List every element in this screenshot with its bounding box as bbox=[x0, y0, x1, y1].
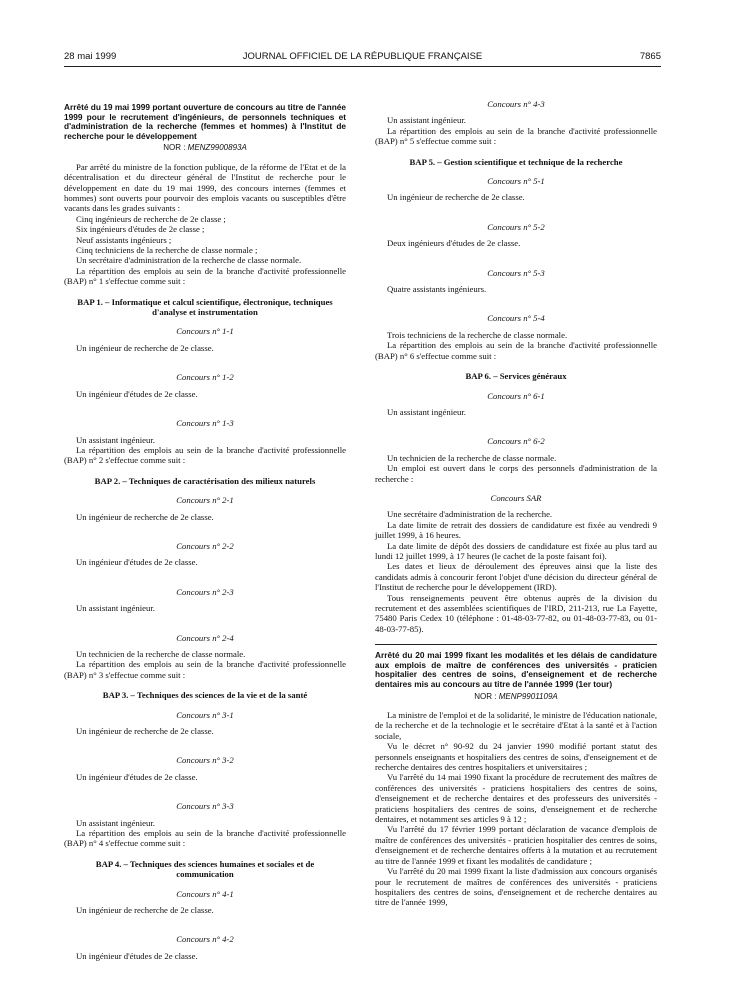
article-separator bbox=[375, 644, 657, 645]
concours-text: Un assistant ingénieur. bbox=[76, 434, 155, 445]
paragraph: La date limite de dépôt des dossiers de candidature est fixée au plus tard au lundi 12 juillet 1999, à 17 heures (le cachet de la poste faisant foi). bbox=[375, 540, 657, 561]
nor-code: MENP9901109A bbox=[498, 691, 558, 701]
concours-text: Une secrétaire d'administration de la recherche. bbox=[387, 509, 553, 520]
concours-heading: Concours n° 3-1 bbox=[176, 709, 234, 720]
right-column bbox=[375, 99, 657, 908]
concours-heading: Concours n° 3-2 bbox=[176, 755, 234, 766]
header-journal-title: JOURNAL OFFICIEL DE LA RÉPUBLIQUE FRANÇAISE bbox=[242, 51, 483, 62]
concours-heading: Concours n° 5-1 bbox=[487, 176, 545, 187]
repartition-text: La répartition des emplois au sein de la branche d'activité professionnelle (BAP) n° 5 s'effectue comme suit : bbox=[375, 125, 657, 147]
article-1-nor bbox=[64, 143, 346, 153]
concours-text: Un ingénieur d'études de 2e classe. bbox=[76, 388, 198, 399]
emploi-text: Un emploi est ouvert dans le corps des personnels d'administration de la recherche : bbox=[375, 463, 657, 484]
bap-heading: BAP 2. – Techniques de caractérisation des milieux naturels bbox=[94, 475, 316, 486]
concours-heading: Concours n° 2-4 bbox=[176, 632, 234, 643]
concours-heading: Concours n° 1-2 bbox=[176, 372, 234, 383]
concours-heading: Concours SAR bbox=[490, 492, 542, 503]
bap-heading: BAP 3. – Techniques des sciences de la vie et de la santé bbox=[102, 690, 308, 701]
concours-text: Un ingénieur d'études de 2e classe. bbox=[76, 771, 198, 782]
concours-text: Un technicien de la recherche de classe normale. bbox=[76, 648, 246, 659]
repartition-text: La répartition des emplois au sein de la branche d'activité professionnelle (BAP) n° 4 s'effectue comme suit : bbox=[64, 828, 346, 849]
concours-text: Un assistant ingénieur. bbox=[76, 817, 155, 828]
header-rule bbox=[64, 66, 661, 67]
concours-text: Un ingénieur d'études de 2e classe. bbox=[76, 557, 198, 568]
concours-heading: Concours n° 1-3 bbox=[176, 418, 234, 429]
concours-text: Un ingénieur de recherche de 2e classe. bbox=[76, 511, 214, 522]
repartition-text: La répartition des emplois au sein de la branche d'activité professionnelle (BAP) n° 6 s'effectue comme suit : bbox=[375, 340, 657, 361]
concours-heading: Concours n° 4-1 bbox=[176, 888, 234, 899]
bap-heading: BAP 4. – Techniques des sciences humaines et sociales et de communication bbox=[95, 858, 315, 880]
grade-item: Six ingénieurs d'études de 2e classe ; bbox=[76, 224, 205, 235]
article-1-title: Arrêté du 19 mai 1999 portant ouverture de concours au titre de l'année 1999 pour le recrutement d'ingénieurs, de personnels techniques et d'administration de la recherche (femmes et hommes) à l'Institut de recherche pour le développement bbox=[64, 102, 346, 141]
concours-heading: Concours n° 2-2 bbox=[176, 540, 234, 551]
paragraph: Vu l'arrêté du 14 mai 1990 fixant la procédure de recrutement des maîtres de conférences des universités - praticiens hospitaliers des centres de soins, d'enseignement et de recherche dentaires et des professeurs des universités - praticiens hospitaliers des centres de soins, d'enseignement et de recherche dentaires, et notamment ses articles 9 à 12 ; bbox=[375, 772, 657, 825]
article-2-nor bbox=[375, 692, 657, 702]
grade-item: Cinq techniciens de la recherche de classe normale ; bbox=[76, 245, 258, 256]
concours-heading: Concours n° 6-2 bbox=[487, 436, 545, 447]
concours-text: Un ingénieur d'études de 2e classe. bbox=[76, 950, 198, 961]
paragraph: Vu le décret n° 90-92 du 24 janvier 1990 modifié portant statut des personnels enseignants et hospitaliers des centres de soins, d'enseignement et de recherche dentaires des centres hospitaliers et universitaires ; bbox=[375, 741, 657, 773]
concours-text: Un assistant ingénieur. bbox=[387, 406, 466, 417]
concours-text: Quatre assistants ingénieurs. bbox=[387, 284, 487, 295]
nor-label: NOR : bbox=[474, 691, 497, 701]
article-2-title: Arrêté du 20 mai 1999 fixant les modalités et les délais de candidature aux emplois de maître de conférences des universités - praticien hospitalier des centres de soins, d'enseignement et de recherche dentaires mis au concours au titre de l'année 1999 (1er tour) bbox=[375, 650, 657, 689]
concours-heading: Concours n° 6-1 bbox=[487, 390, 545, 401]
nor-label: NOR : bbox=[163, 143, 186, 153]
paragraph: La ministre de l'emploi et de la solidarité, le ministre de l'éducation nationale, de la recherche et de la technologie et le secrétaire d'Etat à la santé et à l'action sociale, bbox=[375, 710, 657, 741]
concours-heading: Concours n° 2-1 bbox=[176, 495, 234, 506]
paragraph: Tous renseignements peuvent être obtenus auprès de la division du recrutement et des assemblées scientifiques de l'IRD, 211-213, rue La Fayette, 75480 Paris Cedex 10 (téléphone : 01-48-03-77-82, ou 01-48-03-77-83, ou 01-48-03-77-85). bbox=[375, 592, 657, 634]
grade-item: Un secrétaire d'administration de la recherche de classe normale. bbox=[76, 255, 302, 266]
concours-heading: Concours n° 4-2 bbox=[176, 934, 234, 945]
concours-heading: Concours n° 1-1 bbox=[176, 326, 234, 337]
concours-heading: Concours n° 5-4 bbox=[487, 313, 545, 324]
repartition-text: La répartition des emplois au sein de la branche d'activité professionnelle (BAP) n° 1 s'effectue comme suit : bbox=[64, 265, 346, 287]
concours-text: Un ingénieur de recherche de 2e classe. bbox=[387, 192, 525, 203]
bap-heading: BAP 1. – Informatique et calcul scientifique, électronique, techniques d'analyse et instrumentation bbox=[77, 296, 333, 318]
concours-text: Un assistant ingénieur. bbox=[76, 603, 155, 614]
page-header bbox=[64, 51, 661, 67]
concours-text: Un technicien de la recherche de classe normale. bbox=[387, 452, 557, 463]
concours-heading: Concours n° 4-3 bbox=[487, 99, 545, 109]
concours-heading: Concours n° 2-3 bbox=[176, 586, 234, 597]
nor-code: MENZ9900893A bbox=[187, 143, 247, 153]
paragraph: Les dates et lieux de déroulement des épreuves ainsi que la liste des candidats admis à concourir feront l'objet d'une décision du directeur général de l'Institut de recherche pour le développement (IRD). bbox=[375, 561, 657, 593]
concours-text: Un ingénieur de recherche de 2e classe. bbox=[76, 905, 214, 916]
header-date: 28 mai 1999 bbox=[64, 51, 117, 62]
header-page-number: 7865 bbox=[639, 51, 661, 62]
bap-heading: BAP 6. – Services généraux bbox=[465, 371, 567, 382]
concours-heading: Concours n° 3-3 bbox=[176, 801, 234, 812]
article-1-intro: Par arrêté du ministre de la fonction publique, de la réforme de l'Etat et de la décentralisation et du directeur général de l'Institut de recherche pour le développement en date du 19 mai 1999, des concours internes (femmes et hommes) sont ouverts pour pourvoir des emplois vacants ou susceptibles d'être vacants dans les grades suivants : bbox=[64, 161, 346, 214]
paragraph: Vu l'arrêté du 20 mai 1999 fixant la liste d'admission aux concours organisés pour le recrutement de maîtres de conférences des universités - praticiens hospitaliers des centres de soins, d'enseignement et de recherche dentaires au titre de l'année 1999, bbox=[375, 866, 657, 908]
concours-text: Un ingénieur de recherche de 2e classe. bbox=[76, 342, 214, 353]
concours-heading: Concours n° 5-2 bbox=[487, 221, 545, 232]
grade-item: Neuf assistants ingénieurs ; bbox=[76, 234, 172, 245]
repartition-text: La répartition des emplois au sein de la branche d'activité professionnelle (BAP) n° 3 s'effectue comme suit : bbox=[64, 659, 346, 680]
bap-heading: BAP 5. – Gestion scientifique et technique de la recherche bbox=[409, 156, 623, 167]
repartition-text: La répartition des emplois au sein de la branche d'activité professionnelle (BAP) n° 2 s'effectue comme suit : bbox=[64, 444, 346, 466]
concours-heading: Concours n° 5-3 bbox=[487, 267, 545, 278]
paragraph: La date limite de retrait des dossiers de candidature est fixée au vendredi 9 juillet 1999, à 16 heures. bbox=[375, 519, 657, 541]
concours-text: Un assistant ingénieur. bbox=[387, 115, 466, 126]
concours-text: Deux ingénieurs d'études de 2e classe. bbox=[387, 238, 521, 249]
paragraph: Vu l'arrêté du 17 février 1999 portant déclaration de vacance d'emplois de maître de conférences des universités - praticien hospitalier des centres de soins, d'enseignement et de recherche dentaires offerts à la mutation et au recrutement au titre de l'année 1999 et fixant les modalités de candidature ; bbox=[375, 824, 657, 866]
concours-text: Trois techniciens de la recherche de classe normale. bbox=[387, 329, 568, 340]
left-column bbox=[64, 103, 346, 961]
grade-item: Cinq ingénieurs de recherche de 2e classe ; bbox=[76, 213, 226, 224]
concours-text: Un ingénieur de recherche de 2e classe. bbox=[76, 726, 214, 736]
